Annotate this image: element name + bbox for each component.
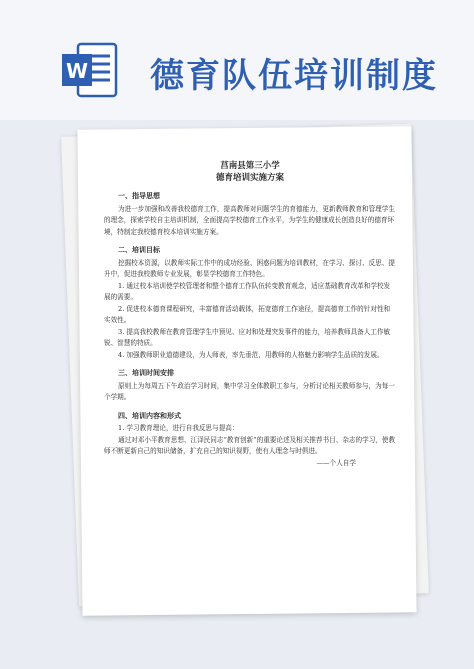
paragraph: 1. 通过校本培训使学校管理者和整个德育工作队伍转变教育观念，适应基础教育改革和学校发展的需要。 [104,281,391,301]
signature-line: ——个人自学 [316,458,356,467]
page-title: 德育队伍培训制度 [150,56,438,96]
word-logo-letter: W [65,59,89,83]
paragraph: 3. 提高我校教师在教育管理学生中预见、应对和处理突发事件的能力，培养教师具备人工作敏锐、智慧的特质。 [104,327,391,347]
header-banner [0,0,474,120]
section-heading: 三、培训时间安排 [118,368,174,377]
paragraph: 原则上为每周五下午政治学习时间，集中学习全体教职工参与，分析讨论相关教师参与，为每一个学期。 [104,381,395,401]
section-heading: 二、培训目标 [118,245,160,254]
document-body [104,160,396,469]
paragraph: 1. 学习教育理论，进行自我反思与提高： [118,424,239,432]
paragraph: 2. 促进校本德育课程研究，丰富德育活动载体，拓宽德育工作途径，提高德育工作的针对性和实效性。 [104,304,391,324]
footer-area [0,609,474,669]
paragraph: 通过对邓小平教育思想、江泽民同志“教育创新”的重要论述及相关推荐书目、杂志的学习，使教师不断更新自己的知识储备，扩充自己的知识视野，使有人理念与时俱进。 [104,435,396,455]
section-heading: 四、培训内容和形式 [118,410,181,420]
document-title: 德育培训实施方案 [215,173,284,183]
section-heading: 一、指导思想 [118,191,160,200]
paragraph: 挖掘校本资源，以教师实际工作中的成功经验、困惑问题为培训教材，在学习、探讨、反思、提升中，促进我校教师专业发展，彰显学校德育工作特色。 [104,258,395,278]
school-name: 莒南县第三小学 [220,161,280,171]
word-document-icon [60,40,120,100]
paragraph: 4. 加强教师职业道德建设，为人师表，率先垂范，用教师的人格魅力影响学生品质的发展。 [118,350,384,359]
paragraph: 为进一步加强和改善我校德育工作，提高教师对问题学生的育德能力，更新教师教育和管理学生的理念，探索学校自主培训机制，全面提高学校德育工作水平，为学生的健康成长创造良好的德育环境，特制定我校德育校本培训实施方案。 [104,204,395,236]
